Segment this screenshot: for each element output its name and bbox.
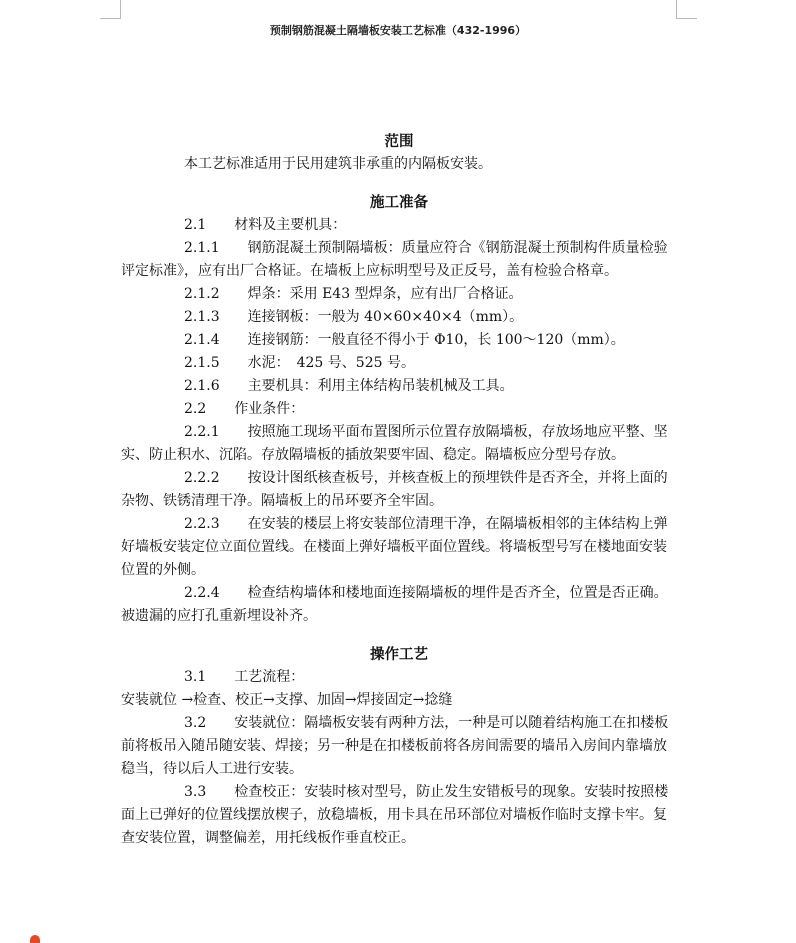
page-corner-mark-right: [676, 0, 697, 19]
paragraph-3-2: 3.2 安装就位：隔墙板安装有两种方法，一种是可以随着结构施工在扣楼板前将板吊入随吊随安装、焊接；另一种是在扣楼板前将各房间需要的墙吊入房间内靠墙放稳当，待以后人工进行安装。: [121, 715, 669, 777]
paragraph-2-1: 2.1 材料及主要机具：: [184, 217, 347, 233]
process-flow-line: 安装就位 →检查、校正→支撑、加固→焊接固定→捻缝: [121, 692, 453, 708]
paragraph-3-1: 3.1 工艺流程：: [184, 669, 305, 685]
paragraph-3-3: 3.3 检查校正：安装时核对型号，防止发生安错板号的现象。安装时按照楼面上已弹好的位置线摆放楔子，放稳墙板，用卡具在吊环部位对墙板作临时支撑卡牢。复查安装位置，调整偏差，用托线板作垂直校正。: [121, 784, 669, 846]
paragraph-2-1-2: 2.1.2 焊条：采用 E43 型焊条，应有出厂合格证。: [184, 286, 523, 302]
paragraph-2-2-2: 2.2.2 按设计图纸核查板号，并核查板上的预埋铁件是否齐全，并将上面的杂物、铁锈清理干净。隔墙板上的吊环要齐全牢固。: [121, 470, 668, 509]
page-corner-mark-left: [100, 0, 121, 19]
paragraph-2-2-4: 2.2.4 检查结构墙体和楼地面连接隔墙板的埋件是否齐全，位置是否正确。被遗漏的应打孔重新埋设补齐。: [121, 585, 668, 624]
paragraph-2-1-1: 2.1.1 钢筋混凝土预制隔墙板：质量应符合《钢筋混凝土预制构件质量检验评定标准》，应有出厂合格证。在墙板上应标明型号及正反号，盖有检验合格章。: [121, 240, 668, 279]
section-heading-ops: 操作工艺: [370, 646, 428, 663]
document-header-title: 预制钢筋混凝土隔墙板安装工艺标准（432-1996）: [269, 24, 527, 37]
paragraph-2-2-1: 2.2.1 按照施工现场平面布置图所示位置存放隔墙板，存放场地应平整、坚实、防止积水、沉陷。存放隔墙板的插放架要牢固、稳定。隔墙板应分型号存放。: [121, 424, 668, 463]
section-heading-scope: 范围: [384, 133, 414, 150]
paragraph-scope: 本工艺标准适用于民用建筑非承重的内隔板安装。: [184, 156, 492, 172]
paragraph-2-1-6: 2.1.6 主要机具：利用主体结构吊装机械及工具。: [184, 378, 514, 394]
paragraph-2-2-3: 2.2.3 在安装的楼层上将安装部位清理干净，在隔墙板相邻的主体结构上弹好墙板安装定位立面位置线。在楼面上弹好墙板平面位置线。将墙板型号写在楼地面安装位置的外侧。: [121, 516, 668, 578]
document-body: [121, 130, 677, 850]
paragraph-2-1-3: 2.1.3 连接钢板：一般为 40×60×40×4（mm）。: [184, 309, 524, 325]
paragraph-2-2: 2.2 作业条件：: [184, 401, 305, 417]
corner-tab-icon: [30, 935, 40, 943]
paragraph-2-1-5: 2.1.5 水泥： 425 号、525 号。: [184, 355, 415, 371]
paragraph-2-1-4: 2.1.4 连接钢筋：一般直径不得小于 Φ10，长 100～120（mm）。: [184, 332, 625, 348]
section-heading-prep: 施工准备: [370, 194, 428, 211]
